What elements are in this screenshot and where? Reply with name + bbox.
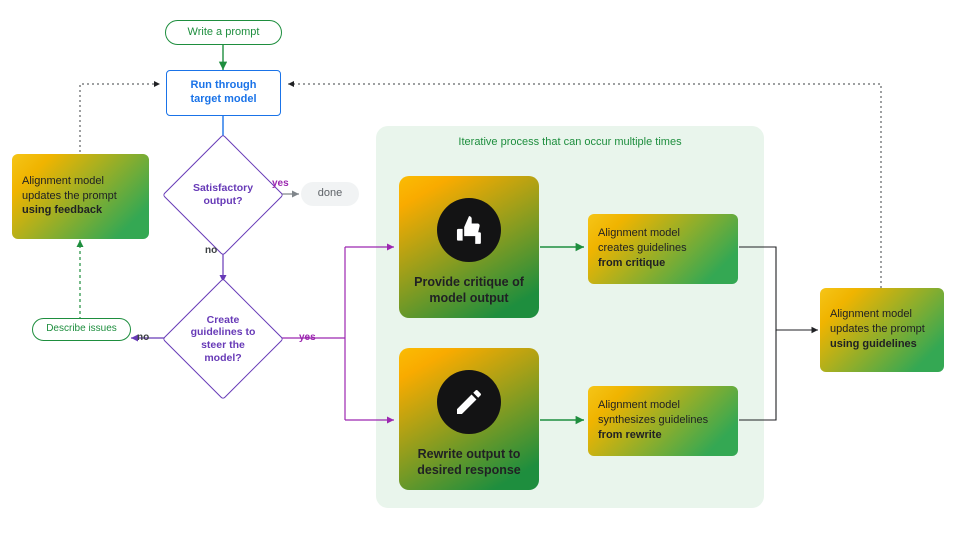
- edge-label-yes-guidelines: yes: [299, 332, 316, 343]
- edge-label-yes-satisfactory: yes: [272, 178, 289, 189]
- card-creates-guidelines-from-critique[interactable]: [588, 214, 738, 284]
- decision-create-guidelines-line2: guidelines to: [190, 326, 256, 339]
- node-describe-issues[interactable]: [32, 318, 131, 341]
- card-synthesizes-guidelines-from-rewrite[interactable]: [588, 386, 738, 456]
- node-done[interactable]: [301, 182, 359, 206]
- card-rewrite-output[interactable]: [399, 348, 539, 490]
- edge-label-no-guidelines: no: [137, 332, 150, 343]
- card-update-prompt-using-feedback-line2: updates the prompt: [22, 189, 117, 202]
- card-rewrite-output-line2: desired response: [417, 462, 521, 477]
- node-run-through-target-model-line1: Run through: [190, 79, 257, 92]
- card-rewrite-output-line1: Rewrite output to: [417, 446, 521, 461]
- card-update-prompt-using-guidelines[interactable]: [820, 288, 944, 372]
- decision-satisfactory-output[interactable]: [180, 152, 266, 238]
- card-provide-critique[interactable]: [399, 176, 539, 318]
- decision-satisfactory-line1: Satisfactory: [192, 182, 254, 195]
- node-run-through-target-model-line2: target model: [190, 93, 257, 105]
- decision-create-guidelines-line3: steer the: [201, 339, 245, 351]
- node-write-a-prompt-label: Write a prompt: [187, 25, 260, 38]
- decision-create-guidelines-line1: Create: [206, 313, 240, 326]
- card-update-prompt-using-guidelines-line1: Alignment model: [830, 308, 912, 321]
- card-update-prompt-using-feedback-line3: using feedback: [22, 204, 103, 217]
- node-run-through-target-model[interactable]: [166, 70, 281, 116]
- decision-create-guidelines[interactable]: [180, 296, 266, 382]
- edge-label-no-satisfactory: no: [205, 245, 218, 256]
- card-creates-guidelines-line1: Alignment model: [598, 227, 680, 240]
- decision-create-guidelines-label: [180, 296, 266, 382]
- card-update-prompt-using-guidelines-line2: updates the prompt: [830, 323, 925, 336]
- card-rewrite-output-text: [417, 446, 521, 479]
- decision-satisfactory-line2: output?: [203, 195, 243, 207]
- card-synthesizes-guidelines-line2: synthesizes guidelines: [598, 414, 709, 427]
- node-write-a-prompt[interactable]: [165, 20, 282, 45]
- node-done-label: done: [317, 187, 343, 200]
- card-synthesizes-guidelines-line1: Alignment model: [598, 399, 680, 412]
- iterative-process-label: Iterative process that can occur multiple times: [458, 136, 682, 148]
- card-provide-critique-line1: Provide critique of: [414, 274, 524, 289]
- card-update-prompt-using-feedback-line1: Alignment model: [22, 174, 104, 187]
- card-creates-guidelines-line3: from critique: [598, 256, 666, 269]
- card-provide-critique-text: [414, 274, 524, 307]
- card-update-prompt-using-feedback[interactable]: [12, 154, 149, 239]
- card-provide-critique-line2: model output: [429, 290, 509, 305]
- thumbs-up-down-icon: [437, 198, 501, 262]
- decision-create-guidelines-line4: model?: [204, 351, 242, 364]
- pencil-icon: [437, 370, 501, 434]
- card-synthesizes-guidelines-line3: from rewrite: [598, 428, 662, 441]
- card-creates-guidelines-line2: creates guidelines: [598, 242, 687, 255]
- card-update-prompt-using-guidelines-line3: using guidelines: [830, 337, 917, 350]
- decision-satisfactory-output-label: [180, 152, 266, 238]
- node-describe-issues-label: Describe issues: [46, 323, 117, 335]
